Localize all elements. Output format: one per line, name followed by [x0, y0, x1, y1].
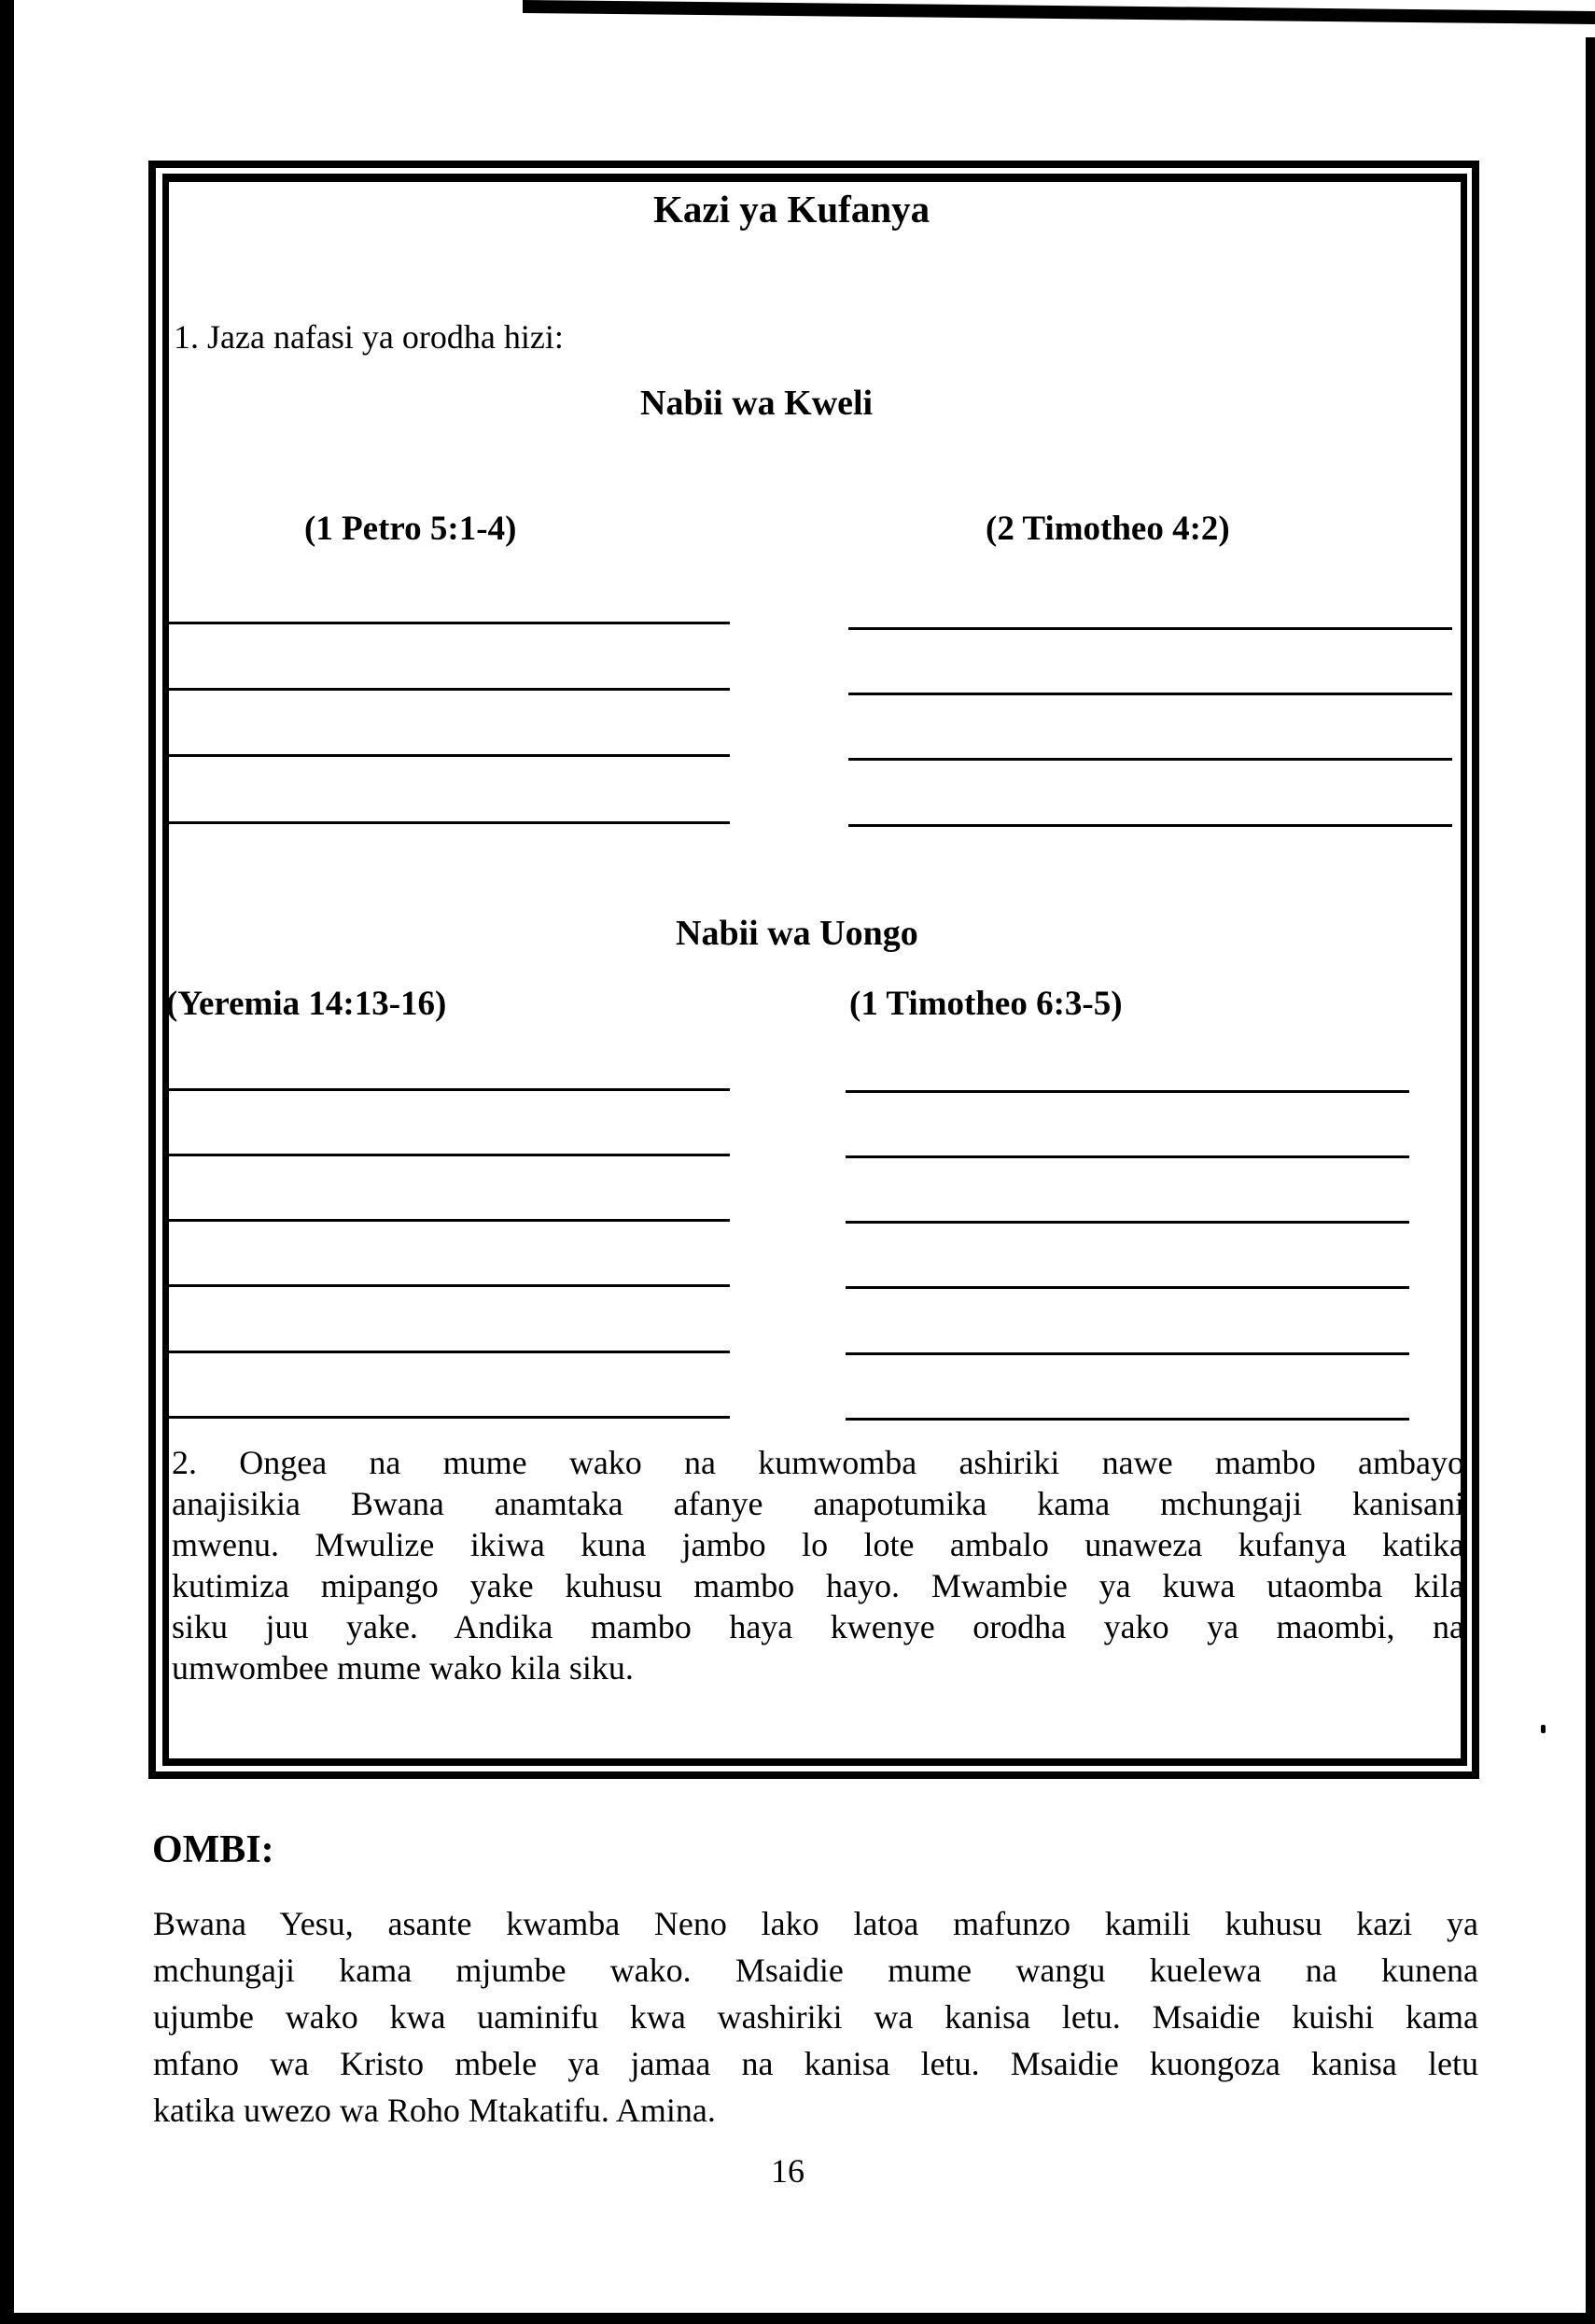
scan-edge-right [1586, 37, 1595, 2324]
prayer-line: katika uwezo wa Roho Mtakatifu. Amina. [153, 2092, 716, 2129]
task2-line: 2. Ongea na mume wako na kumwomba ashiriki nawe mambo ambayo [172, 1444, 1464, 1481]
prayer-line: ujumbe wako kwa uaminifu kwa washiriki wa kanisa letu. Msaidie kuishi kama [153, 1998, 1478, 2036]
blank-line[interactable] [846, 1286, 1409, 1289]
false-prophet-right-reference: (1 Timotheo 6:3-5) [849, 985, 1123, 1023]
blank-line[interactable] [168, 688, 730, 691]
blank-line[interactable] [846, 1221, 1409, 1224]
true-prophet-left-reference: (1 Petro 5:1-4) [304, 510, 517, 548]
blank-line[interactable] [848, 824, 1452, 827]
blank-line[interactable] [165, 1219, 730, 1222]
blank-line[interactable] [848, 758, 1452, 761]
task2-line: kutimiza mipango yake kuhusu mambo hayo. Mwambie ya kuwa utaomba kila [172, 1567, 1464, 1604]
blank-line[interactable] [168, 622, 730, 624]
task2-line: anajisikia Bwana anamtaka afanye anapotumika kama mchungaji kanisani [172, 1485, 1464, 1522]
blank-line[interactable] [165, 1088, 730, 1091]
blank-line[interactable] [846, 1352, 1409, 1355]
prayer-line: Bwana Yesu, asante kwamba Neno lako latoa mafunzo kamili kuhusu kazi ya [153, 1905, 1478, 1942]
blank-line[interactable] [168, 754, 730, 757]
blank-line[interactable] [165, 1351, 730, 1353]
false-prophet-heading: Nabii wa Uongo [676, 914, 918, 953]
task2-line: siku juu yake. Andika mambo haya kwenye orodha yako ya maombi, na [172, 1608, 1464, 1645]
blank-line[interactable] [848, 627, 1452, 630]
blank-line[interactable] [846, 1090, 1409, 1093]
blank-line[interactable] [848, 693, 1452, 695]
scan-edge-left [0, 0, 14, 2324]
true-prophet-heading: Nabii wa Kweli [640, 384, 874, 423]
task1-instruction: 1. Jaza nafasi ya orodha hizi: [174, 318, 564, 356]
prayer-heading: OMBI: [152, 1828, 274, 1871]
blank-line[interactable] [165, 1416, 730, 1419]
prayer-line: mchungaji kama mjumbe wako. Msaidie mume wangu kuelewa na kunena [153, 1952, 1478, 1989]
task2-paragraph [172, 1442, 1464, 1688]
scan-edge-top [523, 0, 1595, 24]
true-prophet-right-reference: (2 Timotheo 4:2) [986, 510, 1230, 548]
task2-line: mwenu. Mwulize ikiwa kuna jambo lo lote ambalo unaweza kufanya katika [172, 1526, 1464, 1563]
prayer-paragraph [153, 1900, 1478, 2134]
worksheet-title: Kazi ya Kufanya [653, 188, 930, 231]
prayer-line: mfano wa Kristo mbele ya jamaa na kanisa letu. Msaidie kuongoza kanisa letu [153, 2045, 1478, 2082]
blank-line[interactable] [846, 1155, 1409, 1158]
task2-line: umwombee mume wako kila siku. [172, 1649, 634, 1687]
scan-edge-bottom [0, 2313, 1595, 2324]
page-number: 16 [771, 2152, 804, 2190]
blank-line[interactable] [846, 1418, 1409, 1421]
blank-line[interactable] [165, 1284, 730, 1287]
blank-line[interactable] [165, 1154, 730, 1156]
blank-line[interactable] [168, 821, 730, 824]
false-prophet-left-reference: (Yeremia 14:13-16) [166, 985, 447, 1023]
scan-speck [1541, 1725, 1546, 1733]
